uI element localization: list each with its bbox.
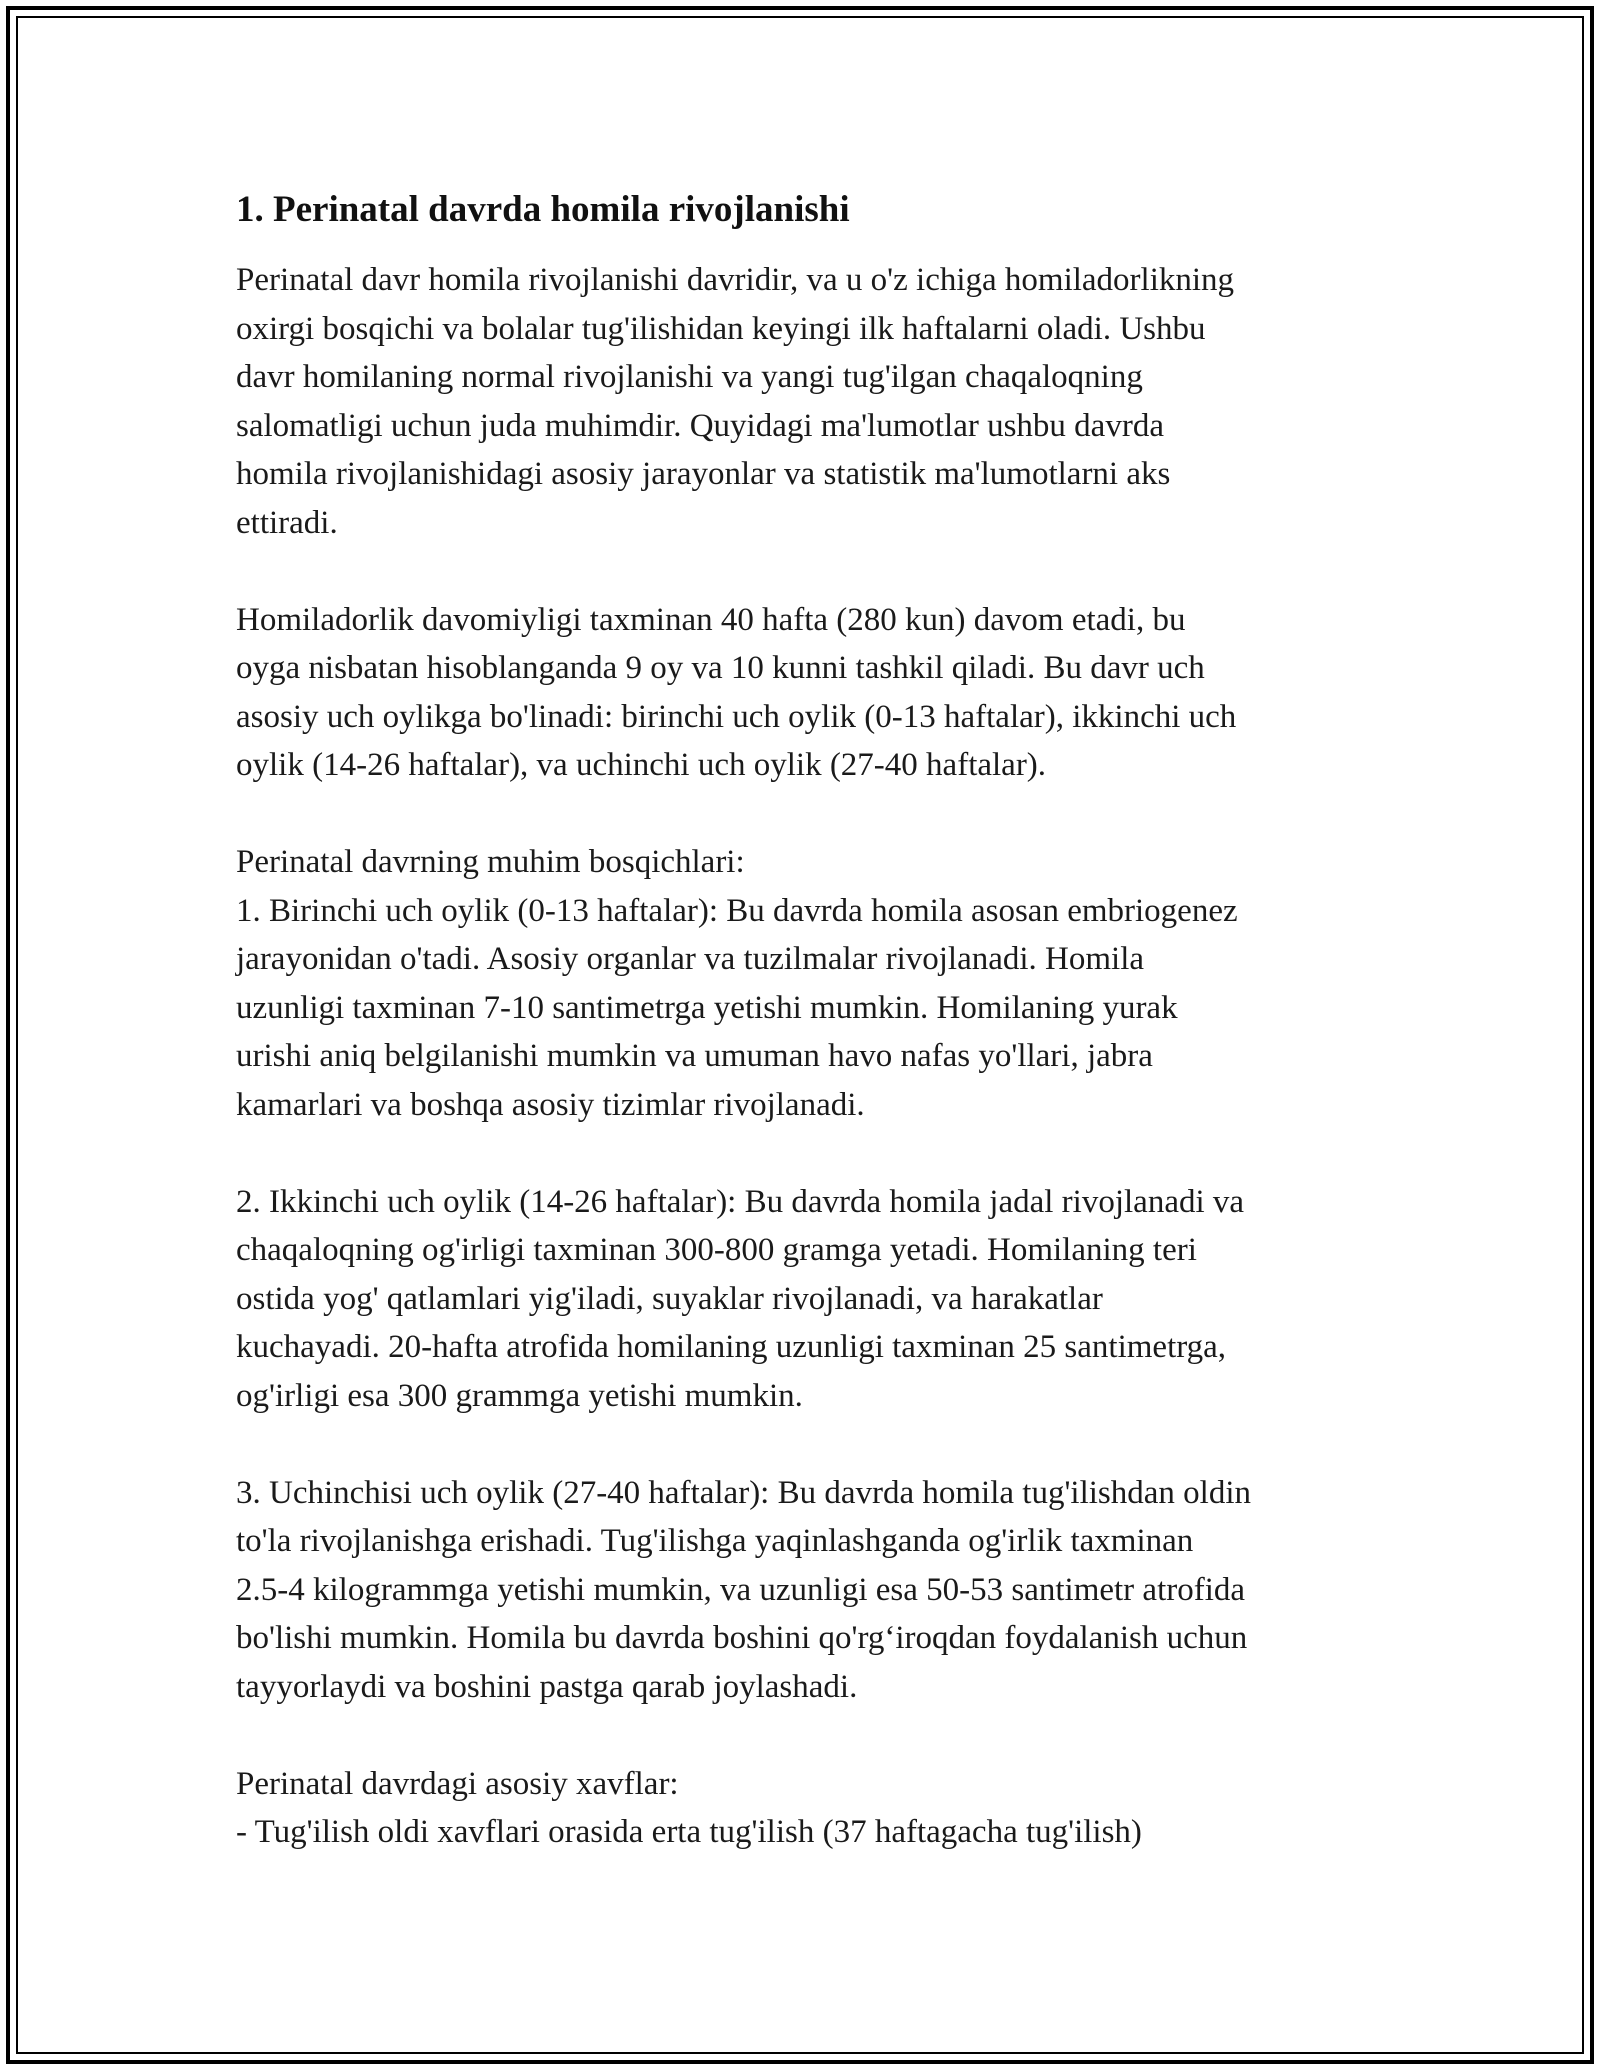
text-line: homila rivojlanishidagi asosiy jarayonlar va statistik ma'lumotlarni aks xyxy=(236,456,1171,492)
text-line: bo'lishi mumkin. Homila bu davrda boshini qo'rg‘iroqdan foydalanish uchun xyxy=(236,1620,1248,1656)
text-line: 1. Birinchi uch oylik (0-13 haftalar): Bu davrda homila asosan embriogenez xyxy=(236,892,1238,929)
paragraph-duration xyxy=(236,596,1376,790)
text-line: davr homilaning normal rivojlanishi va yangi tug'ilgan chaqaloqning xyxy=(236,359,1143,395)
text-line: 2. Ikkinchi uch oylik (14-26 haftalar): Bu davrda homila jadal rivojlanadi va xyxy=(236,1183,1245,1220)
text-line: 3. Uchinchisi uch oylik (27-40 haftalar): Bu davrda homila tug'ilishdan oldin xyxy=(236,1474,1251,1511)
text-line: salomatligi uchun juda muhimdir. Quyidagi ma'lumotlar ushbu davrda xyxy=(236,407,1164,444)
paragraph-intro xyxy=(236,256,1376,547)
section-heading: 1. Perinatal davrda homila rivojlanishi xyxy=(236,189,850,230)
text-line: Homiladorlik davomiyligi taxminan 40 hafta (280 kun) davom etadi, bu xyxy=(236,601,1186,638)
text-line: urishi aniq belgilanishi mumkin va umuman havo nafas yo'llari, jabra xyxy=(236,1038,1153,1074)
text-line: og'irligi esa 300 grammga yetishi mumkin. xyxy=(236,1377,803,1414)
text-line: 2.5-4 kilogrammga yetishi mumkin, va uzunligi esa 50-53 santimetr atrofida xyxy=(236,1571,1246,1608)
paragraph-second-trimester xyxy=(236,1178,1376,1421)
text-line: ostida yog' qatlamlari yig'iladi, suyaklar rivojlanadi, va harakatlar xyxy=(236,1280,1103,1317)
text-line: chaqaloqning og'irligi taxminan 300-800 gramga yetadi. Homilaning teri xyxy=(236,1232,1197,1268)
text-line: ettiradi. xyxy=(236,504,338,541)
text-line: Perinatal davr homila rivojlanishi davridir, va u o'z ichiga homiladorlikning xyxy=(236,262,1235,298)
text-line: Perinatal davrning muhim bosqichlari: xyxy=(236,844,745,880)
text-line: kuchayadi. 20-hafta atrofida homilaning uzunligi taxminan 25 santimetrga, xyxy=(236,1329,1227,1365)
text-line: Perinatal davrdagi asosiy xavflar: xyxy=(236,1765,679,1802)
text-line: oxirgi bosqichi va bolalar tug'ilishidan keyingi ilk haftalarni oladi. Ushbu xyxy=(236,310,1206,347)
paragraph-first-trimester xyxy=(236,838,1376,1129)
text-line: jarayonidan o'tadi. Asosiy organlar va tuzilmalar rivojlanadi. Homila xyxy=(236,941,1145,977)
text-line: - Tug'ilish oldi xavflari orasida erta tug'ilish (37 haftagacha tug'ilish) xyxy=(236,1814,1142,1850)
text-line: tayyorlaydi va boshini pastga qarab joylashadi. xyxy=(236,1668,858,1705)
text-line: asosiy uch oylikga bo'linadi: birinchi uch oylik (0-13 haftalar), ikkinchi uch xyxy=(236,698,1237,735)
document-body xyxy=(236,186,1376,1905)
paragraph-risks xyxy=(236,1760,1376,1857)
text-line: oylik (14-26 haftalar), va uchinchi uch oylik (27-40 haftalar). xyxy=(236,747,1047,783)
text-line: to'la rivojlanishga erishadi. Tug'ilishga yaqinlashganda og'irlik taxminan xyxy=(236,1523,1194,1559)
text-line: oyga nisbatan hisoblanganda 9 oy va 10 kunni tashkil qiladi. Bu davr uch xyxy=(236,650,1205,686)
text-line: kamarlari va boshqa asosiy tizimlar rivojlanadi. xyxy=(236,1086,865,1123)
paragraph-third-trimester xyxy=(236,1469,1376,1712)
text-line: uzunligi taxminan 7-10 santimetrga yetishi mumkin. Homilaning yurak xyxy=(236,989,1178,1026)
